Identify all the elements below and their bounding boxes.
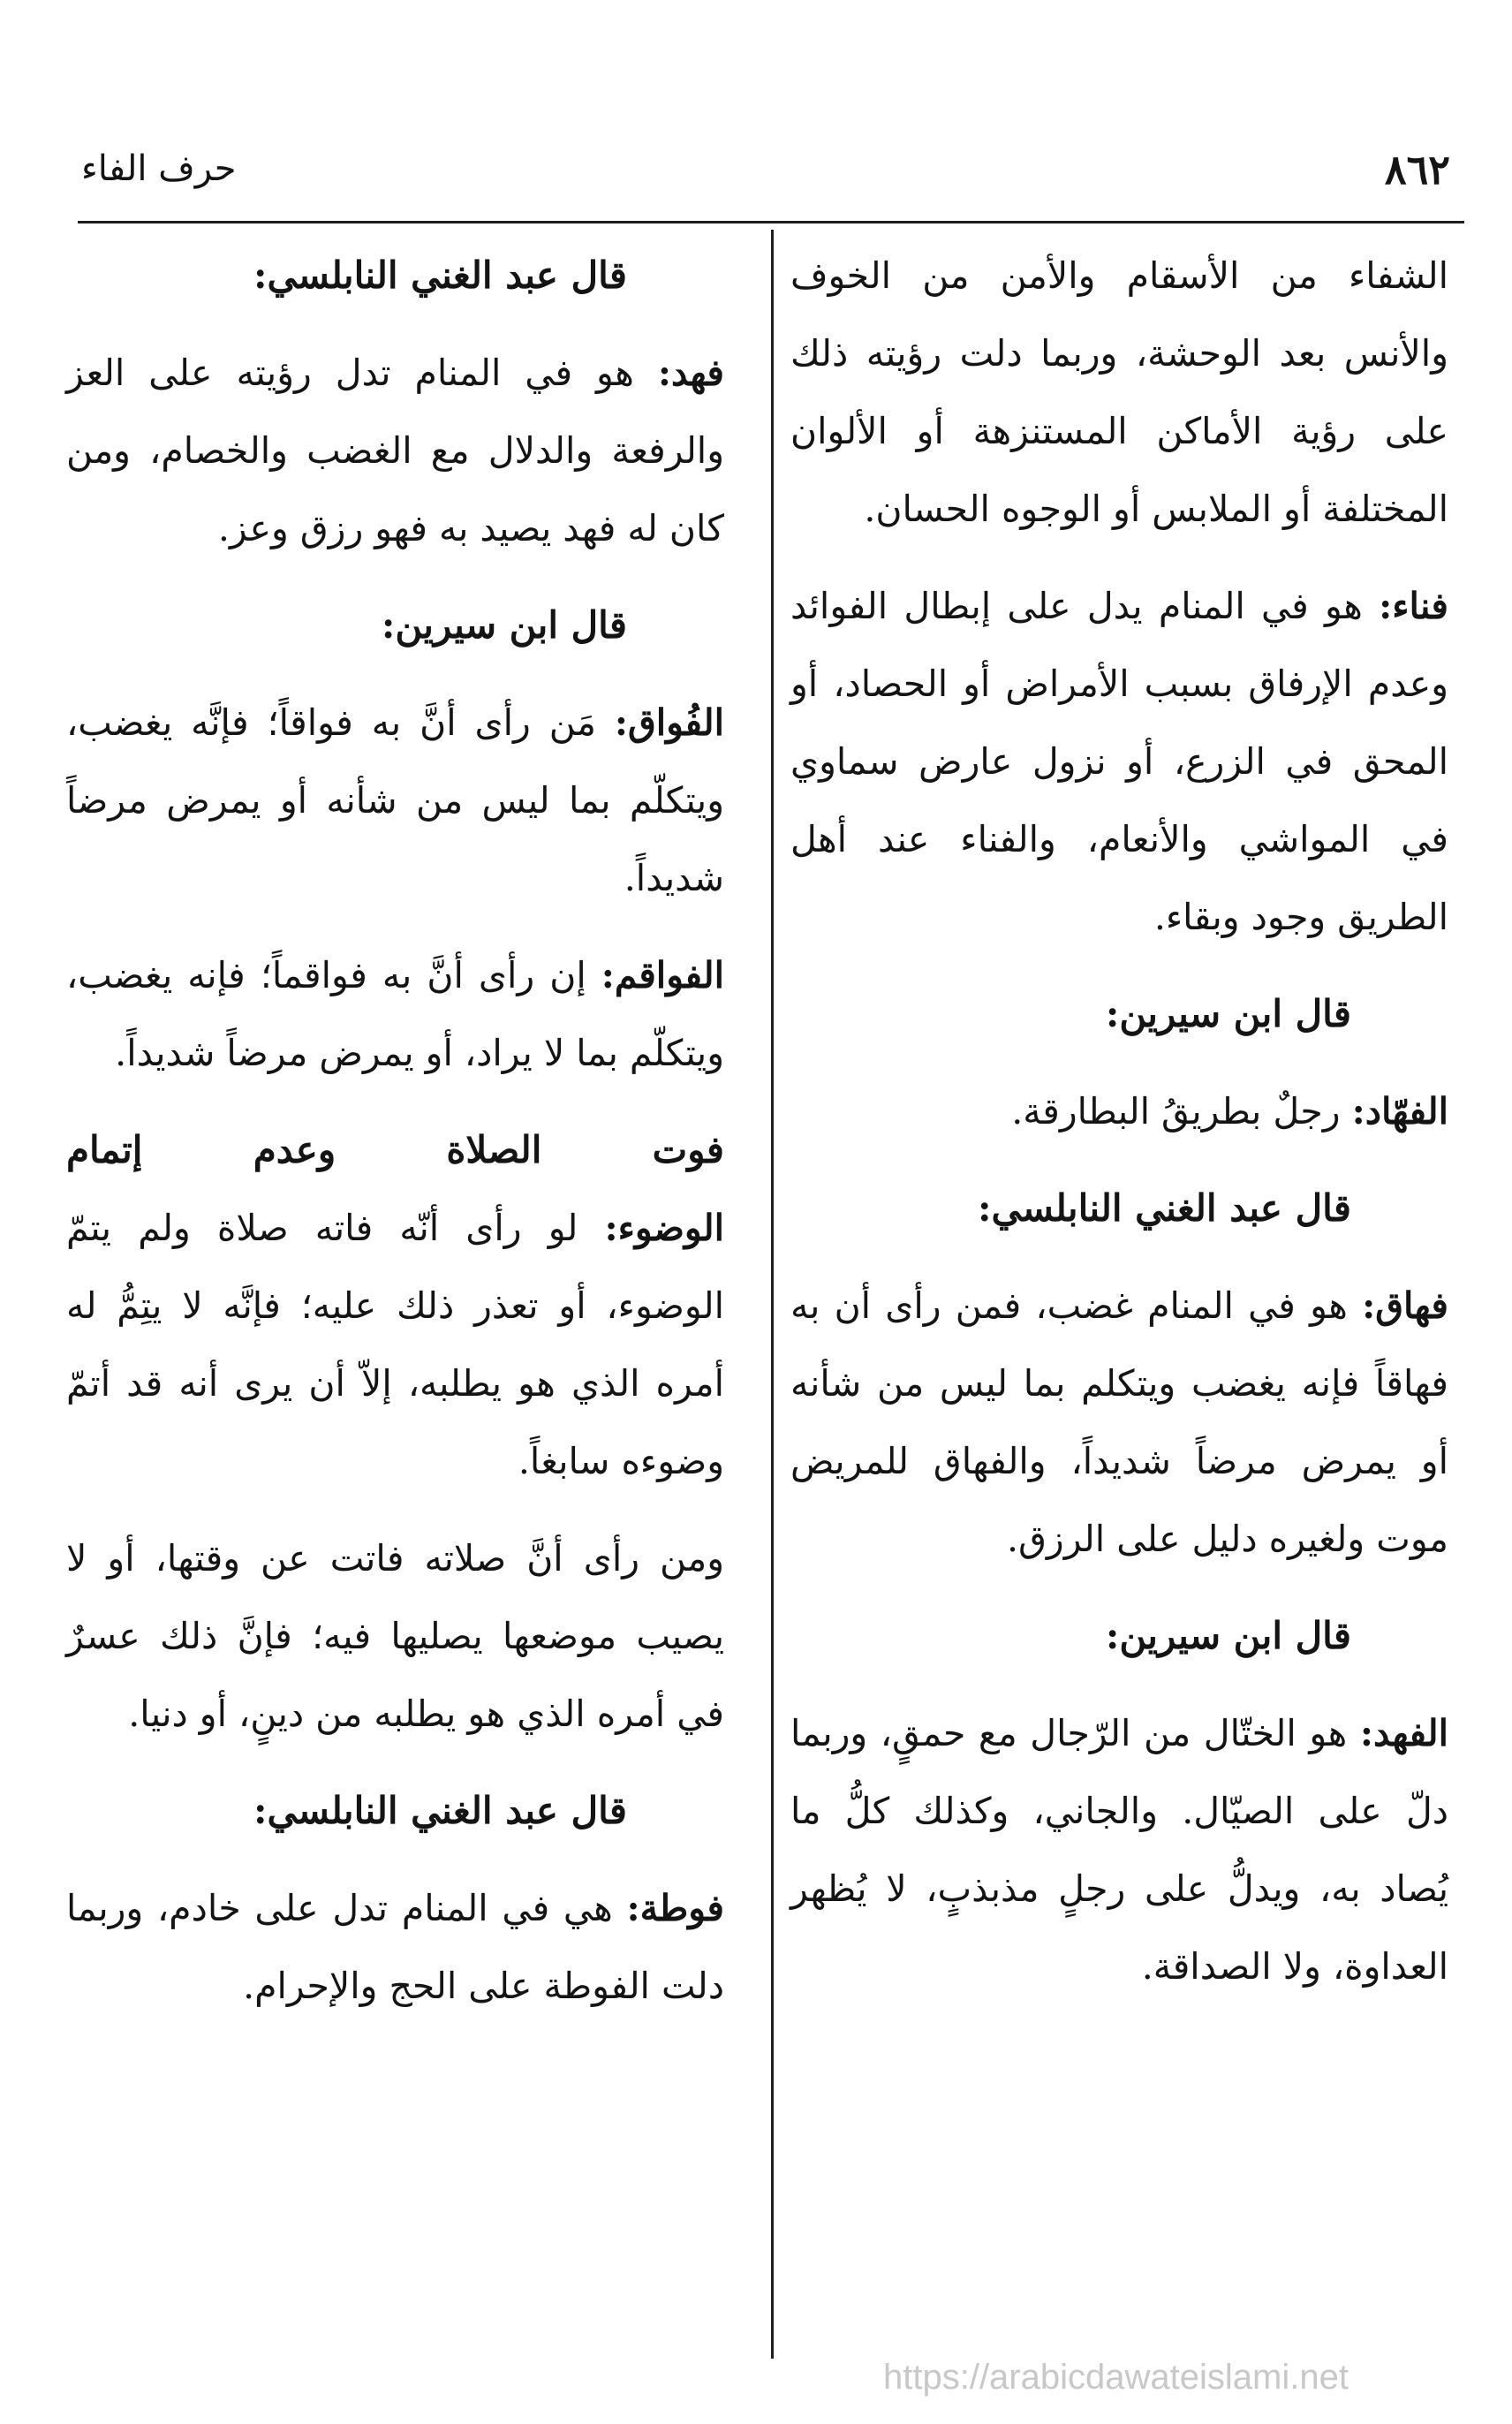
paragraph	[790, 567, 1448, 956]
paragraph	[66, 936, 724, 1092]
entry-text: هو الختّال من الرّجال مع حمقٍ، وربما دلّ على الصيّال. والجاني، وكذلك كلُّ ما يُصاد به، ويدلُّ على رجلٍ مذبذبٍ، لا يُظهر العداوة، ولا الصداقة.	[790, 1712, 1448, 1988]
paragraph	[790, 1694, 1448, 2005]
entry-text: إن رأى أنَّ به فواقماً؛ فإنه يغضب، ويتكلّم بما لا يراد، أو يمرض مرضاً شديداً.	[66, 954, 724, 1074]
paragraph	[790, 1267, 1448, 1578]
running-header: حرف الفاء	[81, 148, 237, 189]
paragraph	[790, 1072, 1448, 1150]
left-column	[66, 237, 724, 2044]
entry-text: هي في المنام تدل على خادم، وربما دلت الفوطة على الحج والإحرام.	[66, 1887, 724, 2007]
section-title: فوت الصلاة وعدم إتمام	[66, 1128, 724, 1171]
entry-term: فناء:	[1379, 585, 1448, 627]
source-heading: قال ابن سيرين:	[1105, 1614, 1351, 1657]
paragraph	[66, 1189, 724, 1500]
entry-text: ومن رأى أنَّ صلاته فاتت عن وقتها، أو لا يصيب موضعها يصليها فيه؛ فإنَّ ذلك عسرٌ في أمره الذي هو يطلبه من دينٍ، أو دنيا.	[66, 1537, 724, 1735]
source-heading: قال عبد الغني النابلسي:	[978, 1186, 1351, 1230]
source-heading: قال ابن سيرين:	[1105, 992, 1351, 1035]
entry-text: هو في المنام يدل على إبطال الفوائد وعدم الإرفاق بسبب الأمراض أو الحصاد، أو المحق في الزرع، أو نزول عارض سماوي في المواشي والأنعام، والفناء عند أهل الطريق وجود وبقاء.	[790, 585, 1448, 938]
entry-term: فهد:	[657, 352, 724, 394]
entry-term: الفُواق:	[614, 701, 724, 744]
source-heading: قال ابن سيرين:	[381, 603, 627, 647]
paragraph	[66, 1869, 724, 2025]
entry-term: الفهّاد:	[1351, 1090, 1448, 1132]
column-divider	[771, 230, 774, 2359]
entry-term: فهاق:	[1362, 1284, 1448, 1327]
source-heading: قال عبد الغني النابلسي:	[253, 254, 627, 297]
entry-text: هو في المنام غضب، فمن رأى أن به فهاقاً فإنه يغضب ويتكلم بما ليس من شأنه أو يمرض مرضاً شديداً، والفهاق للمريض موت ولغيره دليل على الرزق.	[790, 1284, 1448, 1560]
entry-text: رجلٌ بطريقُ البطارقة.	[1011, 1090, 1352, 1132]
header-rule	[78, 221, 1464, 223]
paragraph	[66, 684, 724, 917]
paragraph	[66, 334, 724, 567]
entry-text: مَن رأى أنَّ به فواقاً؛ فإنَّه يغضب، ويتكلّم بما ليس من شأنه أو يمرض مرضاً شديداً.	[66, 701, 724, 899]
source-heading: قال عبد الغني النابلسي:	[253, 1789, 627, 1832]
right-column	[790, 237, 1448, 2025]
paragraph	[790, 237, 1448, 548]
entry-text: الشفاء من الأسقام والأمن من الخوف والأنس بعد الوحشة، وربما دلت رؤيته ذلك على رؤية الأماكن المستنزهة أو الألوان المختلفة أو الملابس أو الوجوه الحسان.	[790, 254, 1448, 530]
entry-text: لو رأى أنّه فاته صلاة ولم يتمّ الوضوء، أو تعذر ذلك عليه؛ فإنَّه لا يتِمُّ له أمره الذي هو يطلبه، إلاّ أن يرى أنه قد أتمّ وضوءه سابغاً.	[66, 1207, 724, 1482]
entry-term: الفهد:	[1359, 1712, 1448, 1754]
entry-term: فوطة:	[626, 1887, 724, 1929]
entry-term: الوضوء:	[604, 1207, 724, 1249]
entry-term: الفواقم:	[601, 954, 724, 996]
paragraph	[66, 1519, 724, 1753]
entry-text: هو في المنام تدل رؤيته على العز والرفعة والدلال مع الغضب والخصام، ومن كان له فهد يصيد به فهو رزق وعز.	[66, 352, 724, 549]
watermark-url: https://arabicdawateislami.net	[883, 2358, 1349, 2397]
page-number: ٨٦٢	[1384, 146, 1450, 193]
